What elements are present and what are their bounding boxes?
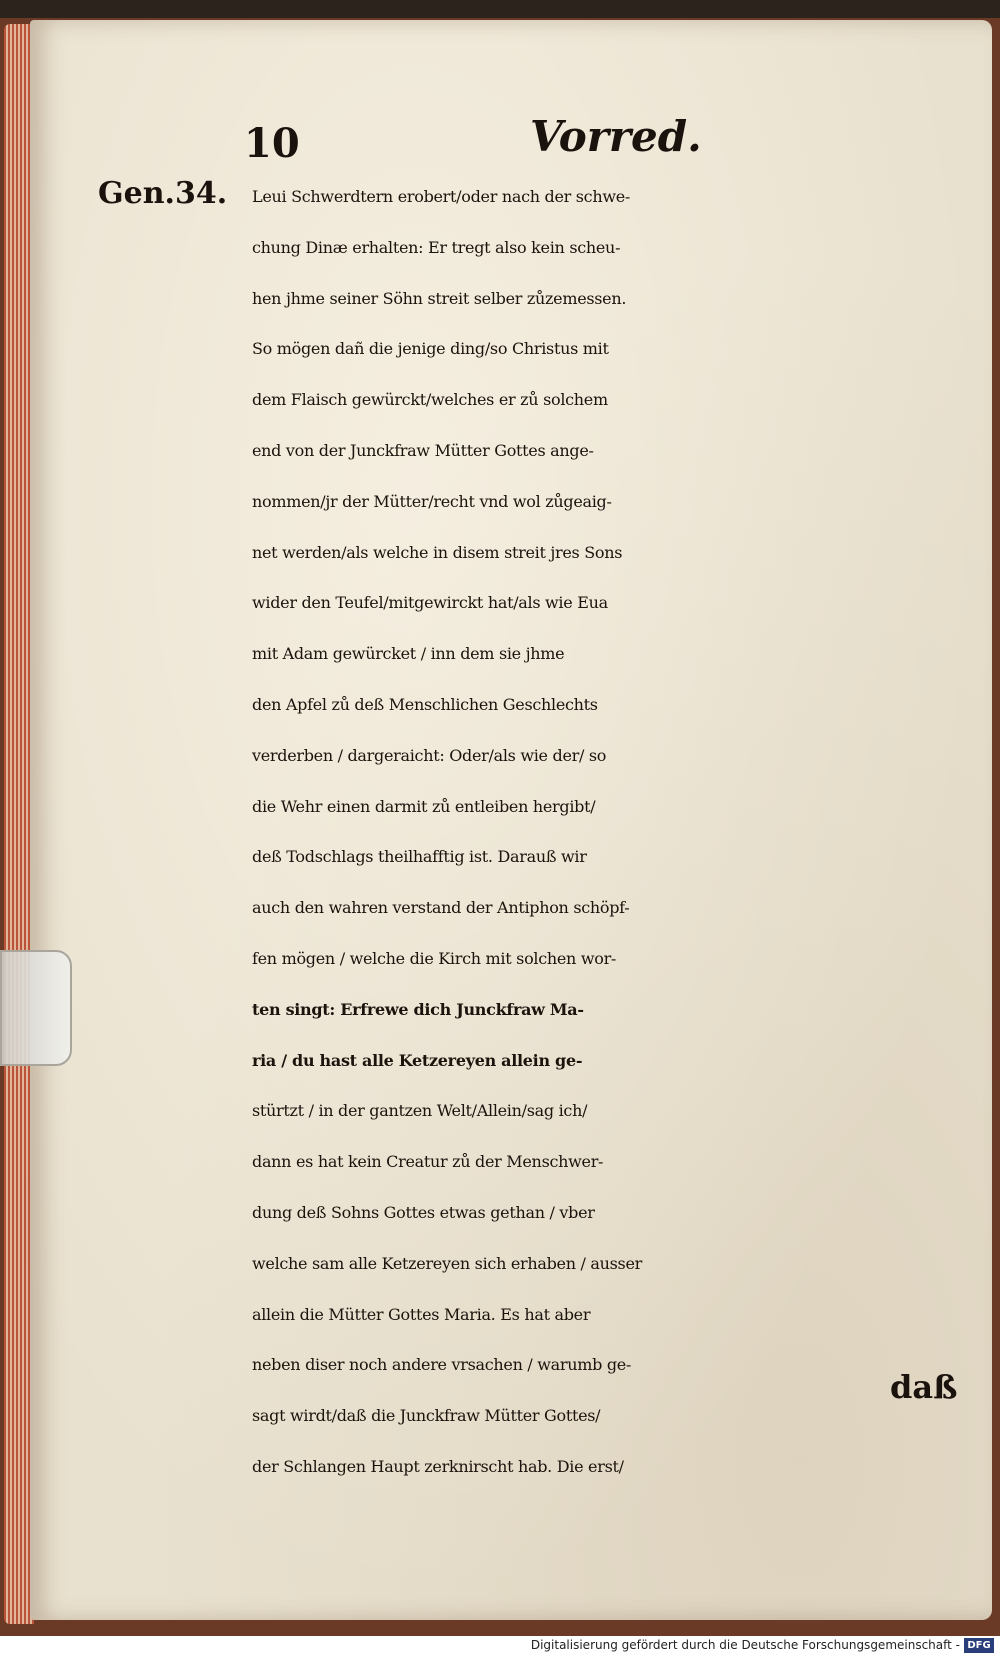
text-line: net werden/als welche in disem streit jres Sons bbox=[252, 542, 623, 562]
text-line: welche sam alle Ketzereyen sich erhaben / ausser bbox=[252, 1253, 642, 1273]
dfg-logo: DFG bbox=[964, 1638, 994, 1653]
text-line: hen jhme seiner Söhn streit selber zůzemessen. bbox=[252, 288, 627, 308]
text-line: neben diser noch andere vrsachen / warumb ge- bbox=[252, 1355, 632, 1375]
text-line: dung deß Sohns Gottes etwas gethan / vber bbox=[252, 1202, 595, 1222]
text-line: Leui Schwerdtern erobert/oder nach der schwe- bbox=[252, 187, 631, 206]
show-through-text bbox=[110, 600, 240, 626]
page-clip bbox=[0, 950, 72, 1066]
text-line: fen mögen / welche die Kirch mit solchen wor- bbox=[252, 948, 617, 968]
body-text bbox=[252, 172, 952, 1493]
text-line: So mögen dañ die jenige ding/so Christus mit bbox=[252, 339, 609, 359]
text-line: die Wehr einen darmit zů entleiben hergibt/ bbox=[252, 796, 596, 816]
text-line: allein die Mütter Gottes Maria. Es hat aber bbox=[252, 1304, 591, 1324]
text-line: den Apfel zů deß Menschlichen Geschlechts bbox=[252, 694, 598, 714]
running-head: Vorred. bbox=[530, 112, 702, 161]
text-line: auch den wahren verstand der Antiphon schöpf- bbox=[252, 898, 630, 918]
text-line: deß Todschlags theilhafftig ist. Darauß wir bbox=[252, 847, 587, 867]
text-line: ria / du hast alle Ketzereyen allein ge- bbox=[252, 1050, 583, 1070]
margin-note: Gen.34. bbox=[98, 176, 228, 211]
text-line: chung Dinæ erhalten: Er tregt also kein scheu- bbox=[252, 237, 621, 257]
text-line: ten singt: Erfrewe dich Junckfraw Ma- bbox=[252, 999, 584, 1019]
catchword: daß bbox=[890, 1368, 958, 1406]
text-line: end von der Junckfraw Mütter Gottes ange- bbox=[252, 440, 594, 460]
text-line: sagt wirdt/daß die Junckfraw Mütter Gottes/ bbox=[252, 1406, 601, 1426]
text-line: nommen/jr der Mütter/recht vnd wol zůgeaig- bbox=[252, 491, 612, 511]
text-line: stürtzt / in der gantzen Welt/Allein/sag ich/ bbox=[252, 1101, 588, 1121]
page-number: 10 bbox=[244, 120, 300, 167]
text-line: dem Flaisch gewürckt/welches er zů solchem bbox=[252, 390, 608, 410]
footer-credit: Digitalisierung gefördert durch die Deutsche Forschungsgemeinschaft - bbox=[530, 1638, 960, 1652]
text-line: der Schlangen Haupt zerknirscht hab. Die erst/ bbox=[252, 1456, 624, 1476]
text-line: wider den Teufel/mitgewirckt hat/als wie Eua bbox=[252, 593, 608, 613]
footer-bar bbox=[0, 1636, 1000, 1656]
text-line: verderben / dargeraicht: Oder/als wie der/ so bbox=[252, 745, 607, 765]
text-line: mit Adam gewürcket / inn dem sie jhme bbox=[252, 644, 565, 664]
text-line: dann es hat kein Creatur zů der Menschwer- bbox=[252, 1152, 604, 1172]
